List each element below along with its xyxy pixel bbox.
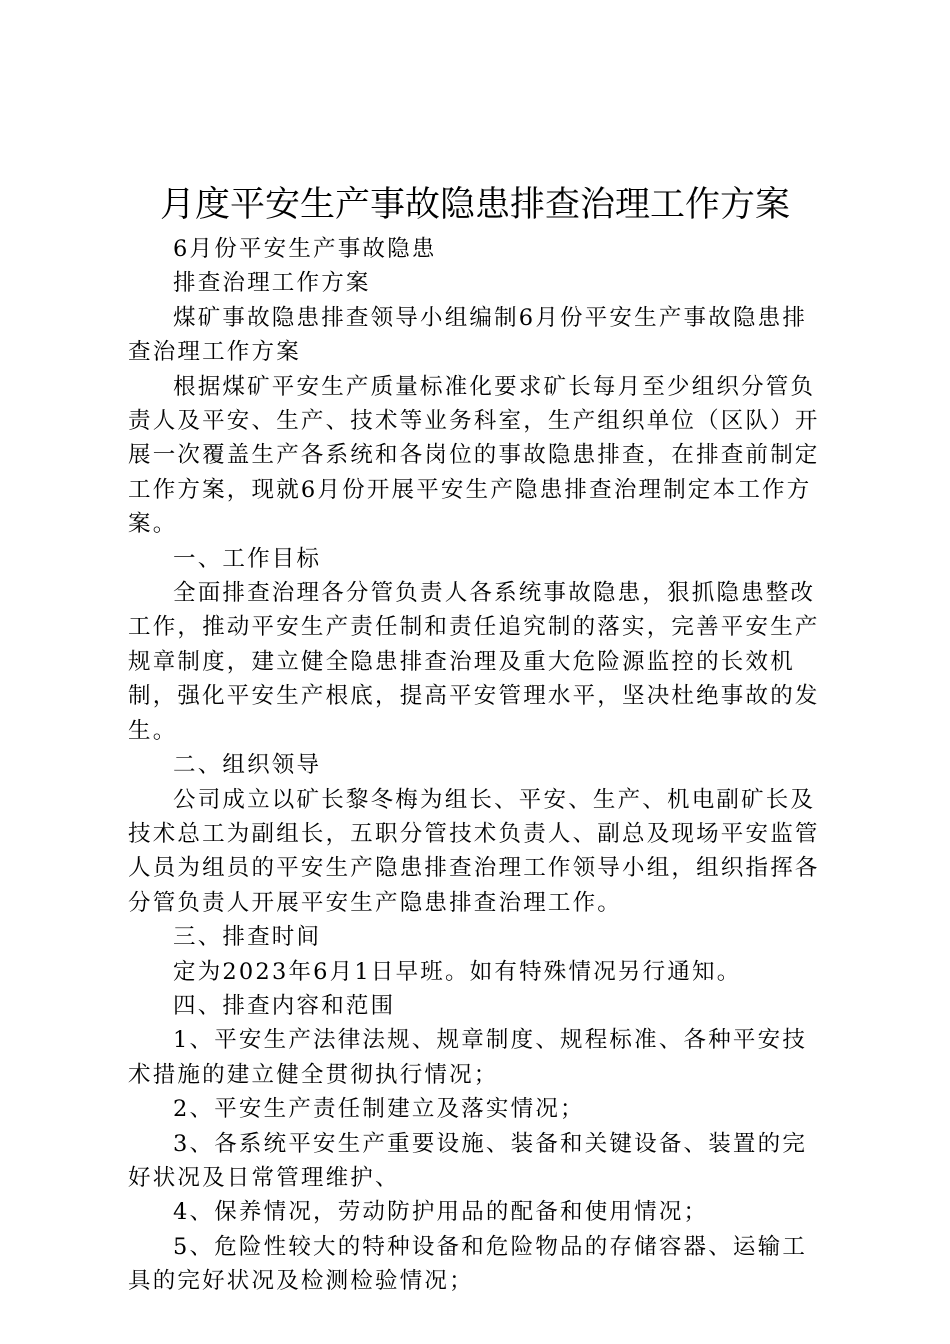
- scope-item-4: 4、保养情况，劳动防护用品的配备和使用情况；: [173, 1199, 709, 1226]
- section-heading-organization: 二、组织领导: [173, 752, 322, 779]
- compiler-statement: 煤矿事故隐患排查领导小组编制6月份平安生产事故隐患排查治理工作方案: [128, 304, 808, 366]
- document-title: 月度平安生产事故隐患排查治理工作方案: [159, 185, 790, 225]
- background-paragraph: 根据煤矿平安生产质量标准化要求矿长每月至少组织分管负责人及平安、生产、技术等业务科室，生产组织单位（区队）开展一次覆盖生产各系统和各岗位的事故隐患排查，在排查前制定工作方案，现就6月份开展平安生产隐患排查治理制定本工作方案。: [128, 373, 820, 538]
- scope-item-1: 1、平安生产法律法规、规章制度、规程标准、各种平安技术措施的建立健全贯彻执行情况；: [128, 1027, 808, 1088]
- section-heading-scope: 四、排查内容和范围: [173, 992, 396, 1019]
- section-heading-time: 三、排查时间: [173, 924, 322, 951]
- scope-item-2: 2、平安生产责任制建立及落实情况；: [173, 1096, 585, 1123]
- goals-paragraph: 全面排查治理各分管负责人各系统事故隐患，狠抓隐患整改工作，推动平安生产责任制和责任追究制的落实，完善平安生产规章制度，建立健全隐患排查治理及重大危险源监控的长效机制，强化平安生产根底，提高平安管理水平，坚决杜绝事故的发生。: [128, 580, 820, 744]
- scope-item-5: 5、危险性较大的特种设备和危险物品的存储容器、运输工具的完好状况及检测检验情况；: [128, 1233, 808, 1295]
- subtitle-line-1: 6月份平安生产事故隐患: [173, 236, 437, 262]
- subtitle-line-2: 排查治理工作方案: [173, 270, 371, 297]
- section-heading-goals: 一、工作目标: [173, 545, 322, 572]
- time-paragraph: 定为2023年6月1日早班。如有特殊情况另行通知。: [173, 958, 742, 985]
- organization-paragraph: 公司成立以矿长黎冬梅为组长、平安、生产、机电副矿长及技术总工为副组长，五职分管技术负责人、副总及现场平安监管人员为组员的平安生产隐患排查治理工作领导小组，组织指挥各分管负责人开展平安生产隐患排查治理工作。: [128, 786, 820, 916]
- scope-item-3: 3、各系统平安生产重要设施、装备和关键设备、装置的完好状况及日常管理维护、: [128, 1130, 808, 1191]
- document-body: [128, 232, 822, 1299]
